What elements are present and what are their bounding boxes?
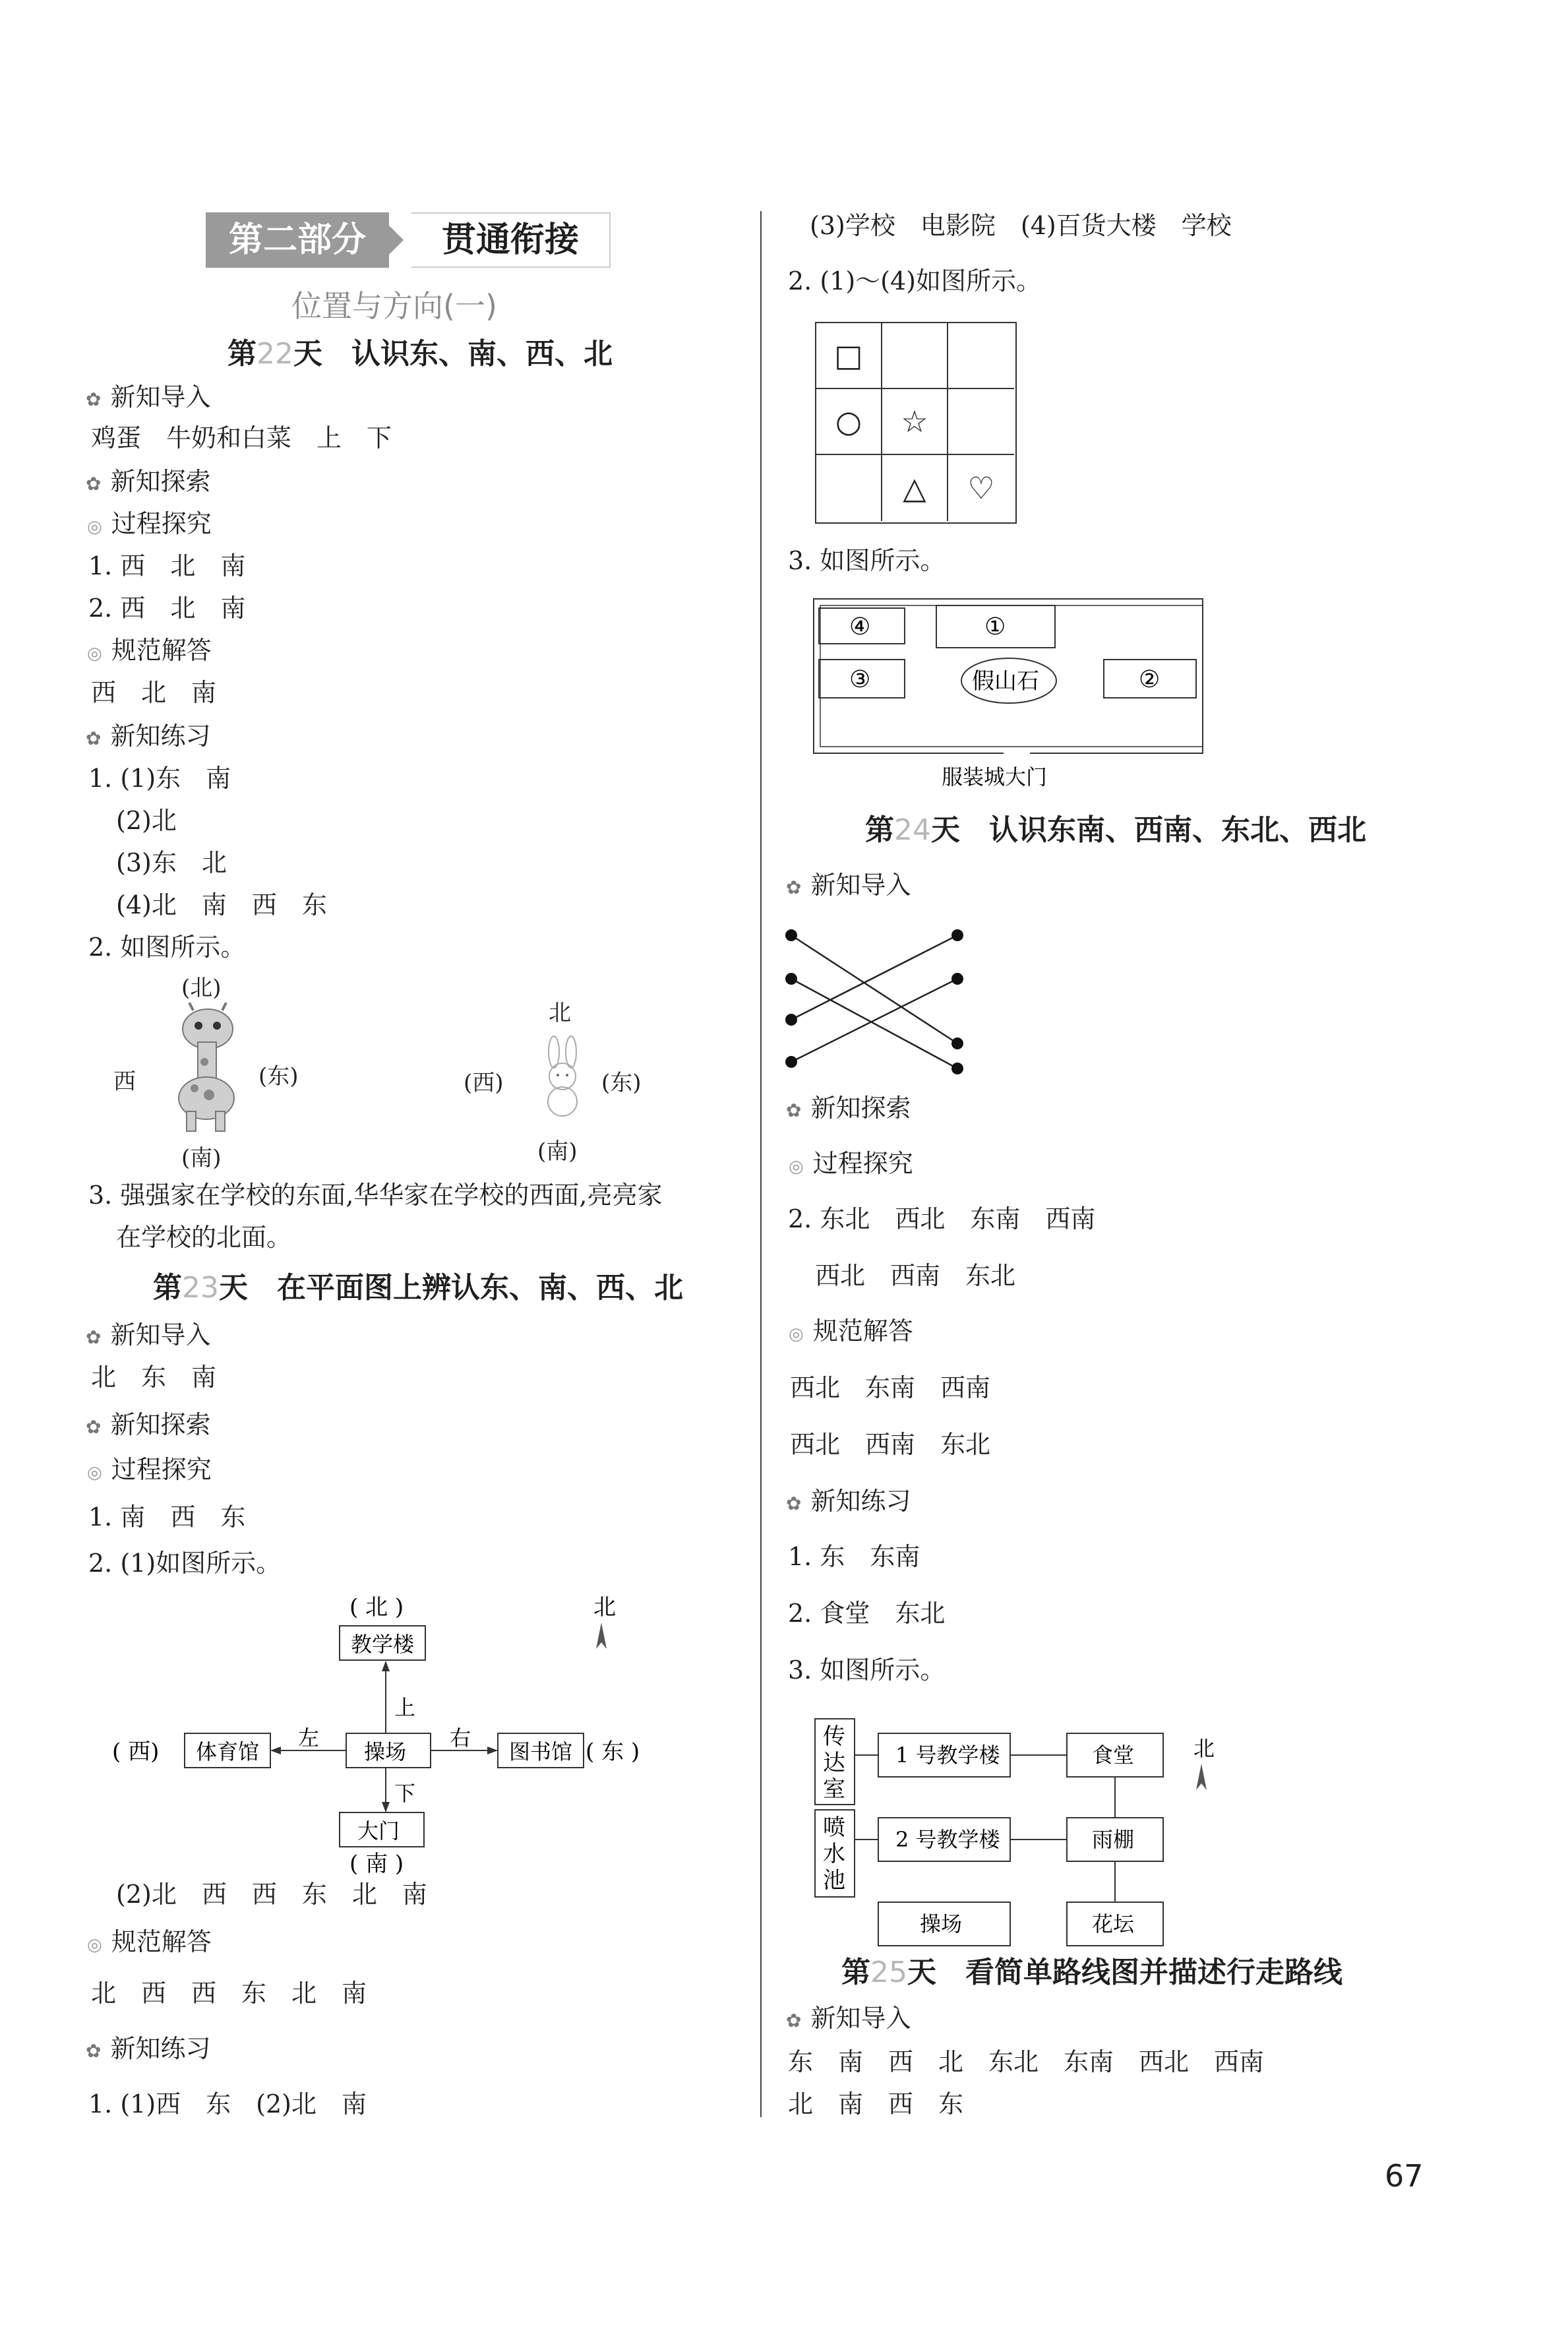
svg-text:室: 室 <box>823 1776 845 1803</box>
mall-floor-plan <box>811 596 1220 794</box>
fig1-west: 西 <box>113 1068 136 1095</box>
answer-line: 2. 东北 西北 东南 西南 <box>788 1204 1096 1233</box>
map-west-label: ( 西) <box>112 1739 160 1765</box>
grid-cell <box>816 455 882 521</box>
fig2-west: (西) <box>464 1070 504 1096</box>
field: 操场 <box>920 1911 963 1936</box>
plan-box-4: ④ <box>849 613 871 640</box>
map-north-label: ( 北 ) <box>349 1594 404 1621</box>
map-label-left: 左 <box>298 1725 320 1750</box>
answer-line: 2. 食堂 东北 <box>788 1599 946 1628</box>
grid-cell <box>948 323 1014 389</box>
grid-cell: ☆ <box>882 389 948 455</box>
section-intro: ✿ 新知导入 <box>786 871 911 900</box>
grid-cell: ○ <box>816 389 882 455</box>
column-divider <box>760 211 762 2117</box>
answer-line: 2. (1)如图所示。 <box>88 1549 282 1578</box>
matching-lines-diagram <box>785 923 982 1082</box>
canteen: 食堂 <box>1092 1743 1135 1768</box>
giraffe-illustration <box>168 1003 247 1134</box>
section-practice: ✿ 新知练习 <box>86 722 211 751</box>
plan-box-2: ② <box>1139 666 1161 693</box>
fig1-north: (北) <box>181 975 222 1001</box>
map-box-left: 体育馆 <box>196 1739 260 1764</box>
building-2: 2 号教学楼 <box>895 1827 1000 1852</box>
answer-line: 西 北 南 <box>91 678 217 707</box>
building-1: 1 号教学楼 <box>895 1743 1000 1768</box>
answer-line: 北 东 南 <box>91 1363 217 1392</box>
map-box-bottom: 大门 <box>357 1818 400 1843</box>
north-arrow-icon <box>596 1623 607 1649</box>
svg-text:传: 传 <box>823 1723 845 1750</box>
plan-rock: 假山石 <box>972 668 1039 695</box>
section-intro: ✿ 新知导入 <box>86 1320 211 1349</box>
section-explore: ✿ 新知探索 <box>86 1410 211 1439</box>
grid-cell: ♡ <box>967 470 995 506</box>
answer-line: 3. 强强家在学校的东面,华华家在学校的西面,亮亮家 <box>88 1181 663 1210</box>
map-compass-label: 北 <box>593 1594 616 1621</box>
north-arrow-icon <box>1196 1764 1207 1790</box>
rabbit-illustration <box>533 1036 592 1121</box>
rain-shed: 雨棚 <box>1092 1827 1135 1852</box>
answer-line: 1. (1)西 东 (2)北 南 <box>88 2089 367 2119</box>
day22-heading: 第22天 认识东、南、西、北 <box>227 337 613 371</box>
section-intro: ✿ 新知导入 <box>86 383 211 412</box>
answer-line: 1. 西 北 南 <box>88 551 246 580</box>
map-box-top: 教学楼 <box>351 1632 415 1657</box>
map-label-up: 上 <box>394 1695 416 1720</box>
plan-box-3: ③ <box>849 666 871 693</box>
map-label-down: 下 <box>394 1781 416 1806</box>
answer-line: 1. 南 西 东 <box>88 1502 246 1532</box>
svg-text:达: 达 <box>823 1750 845 1776</box>
subsection-standard: ◎ 规范解答 <box>789 1316 913 1346</box>
school-layout-diagram <box>811 1710 1240 1960</box>
grid-cell <box>948 389 1014 455</box>
banner-title: 贯通衔接 <box>411 212 611 268</box>
day23-heading: 第23天 在平面图上辨认东、南、西、北 <box>153 1271 683 1305</box>
section-practice: ✿ 新知练习 <box>86 2034 211 2063</box>
shape-grid <box>815 322 1017 524</box>
svg-text:水: 水 <box>823 1841 845 1867</box>
svg-text:池: 池 <box>823 1867 845 1894</box>
subsection-standard: ◎ 规范解答 <box>87 636 212 665</box>
subsection-process: ◎ 过程探究 <box>789 1149 913 1178</box>
fig2-south: (南) <box>537 1138 578 1165</box>
day24-heading: 第24天 认识东南、西南、东北、西北 <box>865 813 1366 847</box>
plan-box-1: ① <box>984 613 1006 640</box>
answer-line: 西北 西南 东北 <box>790 1430 991 1459</box>
answer-line: (2)北 <box>116 806 177 835</box>
answer-line: (4)北 南 西 东 <box>116 890 327 919</box>
section-practice: ✿ 新知练习 <box>786 1487 911 1516</box>
answer-line: (2)北 西 西 东 北 南 <box>116 1880 427 1909</box>
map-east-label: ( 东 ) <box>586 1739 640 1765</box>
map-label-right: 右 <box>450 1725 471 1750</box>
subsection-standard: ◎ 规范解答 <box>87 1927 212 1956</box>
banner-arrow <box>389 226 404 255</box>
answer-line: 3. 如图所示。 <box>788 546 946 575</box>
answer-line: 2. (1)～(4)如图所示。 <box>788 266 1041 295</box>
answer-line: 西北 东南 西南 <box>790 1373 991 1402</box>
fig2-north: 北 <box>549 1000 571 1026</box>
page-number: 67 <box>1385 2158 1424 2194</box>
grid-cell <box>882 323 948 389</box>
section-explore: ✿ 新知探索 <box>786 1094 911 1123</box>
answer-line: 西北 西南 东北 <box>815 1261 1016 1290</box>
answer-line: 2. 西 北 南 <box>88 594 246 623</box>
answer-line: 东 南 西 北 东北 东南 西北 西南 <box>788 2047 1265 2076</box>
grid-cell: △ <box>882 455 948 521</box>
map-box-center: 操场 <box>364 1739 407 1764</box>
unit-subtitle: 位置与方向(一) <box>291 288 497 324</box>
part-banner <box>206 212 609 268</box>
section-intro: ✿ 新知导入 <box>786 2004 911 2033</box>
day25-heading: 第25天 看简单路线图并描述行走路线 <box>841 1956 1342 1989</box>
answer-line: 北 南 西 东 <box>788 2089 964 2119</box>
answer-line: 北 西 西 东 北 南 <box>91 1979 367 2008</box>
section-explore: ✿ 新知探索 <box>86 467 211 496</box>
answer-line: (3)学校 电影院 (4)百货大楼 学校 <box>810 211 1232 240</box>
answer-line: 在学校的北面。 <box>116 1223 292 1252</box>
svg-text:喷: 喷 <box>823 1814 845 1841</box>
subsection-process: ◎ 过程探究 <box>87 1455 212 1484</box>
answer-line: 1. (1)东 南 <box>88 764 231 793</box>
map-south-label: ( 南 ) <box>349 1851 404 1877</box>
campus-map-diagram <box>106 1590 686 1880</box>
garden: 花坛 <box>1092 1911 1135 1936</box>
answer-line: 2. 如图所示。 <box>88 933 246 962</box>
answer-line: 鸡蛋 牛奶和白菜 上 下 <box>91 423 392 452</box>
fig1-south: (南) <box>181 1145 222 1171</box>
campus-compass-label: 北 <box>1193 1736 1215 1761</box>
banner-part-label: 第二部分 <box>206 212 389 268</box>
plan-gate-label: 服装城大门 <box>942 764 1048 789</box>
answer-line: (3)东 北 <box>116 848 227 877</box>
grid-cell: □ <box>816 323 882 389</box>
fig2-east: (东) <box>601 1070 642 1096</box>
subsection-process: ◎ 过程探究 <box>87 509 212 538</box>
answer-line: 1. 东 东南 <box>788 1542 920 1571</box>
answer-line: 3. 如图所示。 <box>788 1656 946 1685</box>
map-box-right: 图书馆 <box>509 1739 573 1764</box>
fig1-east: (东) <box>258 1063 299 1090</box>
